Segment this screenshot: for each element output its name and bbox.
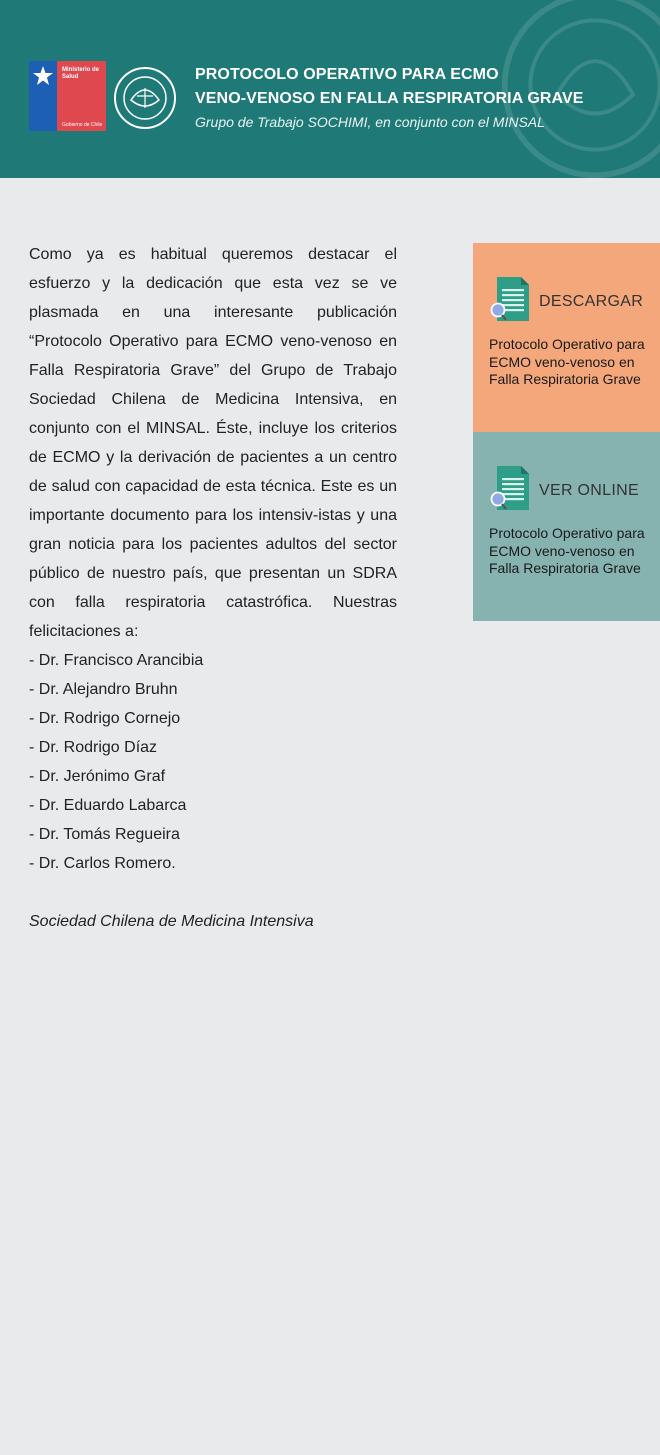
article-body: [29, 240, 397, 936]
header-subtitle: Grupo de Trabajo SOCHIMI, en conjunto con el MINSAL: [195, 114, 545, 130]
list-item: - Dr. Jerónimo Graf: [29, 768, 166, 785]
ministry-logo-line1: Ministerio de: [62, 67, 100, 73]
header-title-line1: PROTOCOLO OPERATIVO PARA ECMO: [195, 66, 499, 83]
list-item: - Dr. Carlos Romero.: [29, 855, 176, 872]
view-online-label: VER ONLINE: [539, 482, 639, 499]
society-seal-icon: [113, 66, 177, 130]
list-item: - Dr. Alejandro Bruhn: [29, 681, 178, 698]
document-search-icon: [489, 464, 533, 514]
list-item: - Dr. Rodrigo Cornejo: [29, 710, 181, 727]
view-online-button[interactable]: [473, 432, 660, 621]
society-watermark-icon: [500, 0, 660, 178]
list-item: - Dr. Rodrigo Díaz: [29, 739, 158, 756]
ministry-logo-footer: Gobierno de Chile: [62, 122, 103, 128]
list-item: - Dr. Francisco Arancibia: [29, 652, 204, 669]
article-paragraph: Como ya es habitual queremos destacar el esfuerzo y la dedicación que esta vez se ve plasmada en una interesante publicación “Protocolo Operativo para ECMO veno-venoso en Falla Respiratoria Grave” del Grupo de Trabajo Sociedad Chilena de Medicina Intensiva, en conjunto con el MINSAL. Éste, incluye los criterios de ECMO y la derivación de pacientes a un centro de salud con capacidad de esta técnica. Este es un importante documento para los intensiv-istas y una gran noticia para los pacientes adultos del sector público de nuestro país, que presentan un SDRA con falla respiratoria catastrófica. Nuestras felicitaciones a:: [29, 246, 397, 640]
header-banner: [0, 0, 660, 178]
download-description: Protocolo Operativo para ECMO veno-venoso en Falla Respiratoria Grave: [489, 336, 645, 387]
list-item: - Dr. Eduardo Labarca: [29, 797, 187, 814]
header-title-line2: VENO-VENOSO EN FALLA RESPIRATORIA GRAVE: [195, 90, 584, 107]
article-signature: Sociedad Chilena de Medicina Intensiva: [29, 913, 314, 930]
download-button[interactable]: [473, 243, 660, 432]
list-item: - Dr. Tomás Regueira: [29, 826, 180, 843]
chile-emblem-icon: [32, 65, 54, 87]
download-label: DESCARGAR: [539, 293, 644, 310]
view-online-description: Protocolo Operativo para ECMO veno-venoso en Falla Respiratoria Grave: [489, 525, 645, 576]
document-search-icon: [489, 275, 533, 325]
doctors-list: [29, 646, 397, 878]
ministry-logo: [29, 61, 106, 131]
ministry-logo-line2: Salud: [62, 74, 79, 80]
